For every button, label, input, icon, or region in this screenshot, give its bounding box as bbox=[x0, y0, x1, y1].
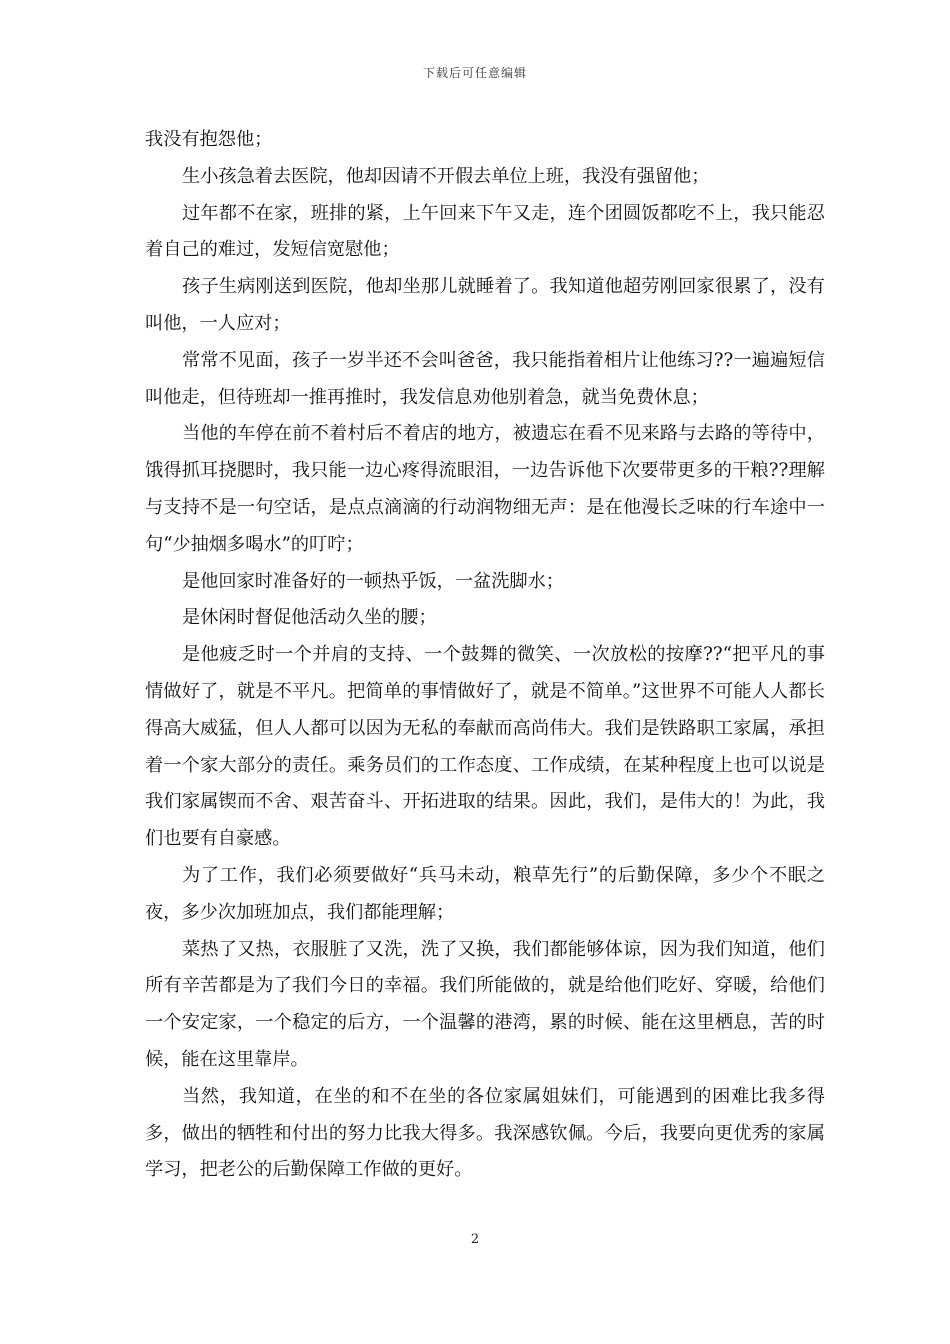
paragraph: 为了工作，我们必须要做好“兵马未动，粮草先行”的后勤保障，多少个不眠之夜，多少次加班加点，我们都能理解； bbox=[145, 864, 825, 923]
paragraph: 是他疲乏时一个并肩的支持、一个鼓舞的微笑、一次放松的按摩??“把平凡的事情做好了，就是不平凡。把简单的事情做好了，就是不简单。”这世界不可能人人都长得高大威猛，但人人都可以因为无私的奉献而高尚伟大。我们是铁路职工家属，承担着一个家大部分的责任。乘务员们的工作态度、工作成绩，在某种程度上也可以说是我们家属锲而不舍、艰苦奋斗、开拓进取的结果。因此，我们，是伟大的！为此，我们也要有自豪感。 bbox=[145, 644, 825, 850]
paragraph: 过年都不在家，班排的紧，上午回来下午又走，连个团圆饭都吃不上，我只能忍着自己的难过，发短信宽慰他； bbox=[145, 202, 825, 261]
paragraph: 菜热了又热，衣服脏了又洗，洗了又换，我们都能够体谅，因为我们知道，他们所有辛苦都是为了我们今日的幸福。我们所能做的，就是给他们吃好、穿暖，给他们一个安定家，一个稳定的后方，一个温馨的港湾，累的时候、能在这里栖息，苦的时候，能在这里靠岸。 bbox=[145, 938, 825, 1070]
paragraph: 孩子生病刚送到医院，他却坐那儿就睡着了。我知道他超劳刚回家很累了，没有叫他，一人应对； bbox=[145, 276, 825, 334]
paragraph: 生小孩急着去医院，他却因请不开假去单位上班，我没有强留他； bbox=[182, 165, 710, 187]
page-header: 下载后可任意编辑 bbox=[422, 66, 527, 80]
paragraph: 是休闲时督促他活动久坐的腰； bbox=[182, 607, 437, 629]
document-body bbox=[145, 122, 825, 1189]
paragraph: 是他回家时准备好的一顿热乎饭，一盆洗脚水； bbox=[182, 570, 564, 592]
paragraph: 当他的车停在前不着村后不着店的地方，被遗忘在看不见来路与去路的等待中，饿得抓耳挠腮时，我只能一边心疼得流眼泪，一边告诉他下次要带更多的干粮??理解与支持不是一句空话，是点点滴滴的行动润物细无声：是在他漫长乏味的行车途中一句“少抽烟多喝水”的叮咛； bbox=[145, 423, 825, 555]
paragraph: 当然，我知道，在坐的和不在坐的各位家属姐妹们，可能遇到的困难比我多得多，做出的牺牲和付出的努力比我大得多。我深感钦佩。今后，我要向更优秀的家属学习，把老公的后勤保障工作做的更好。 bbox=[145, 1085, 825, 1181]
page-number: 2 bbox=[470, 1232, 480, 1247]
paragraph: 我没有抱怨他； bbox=[145, 129, 273, 150]
paragraph: 常常不见面，孩子一岁半还不会叫爸爸，我只能指着相片让他练习??一遍遍短信叫他走，但待班却一推再推时，我发信息劝他别着急，就当免费休息； bbox=[145, 349, 825, 408]
